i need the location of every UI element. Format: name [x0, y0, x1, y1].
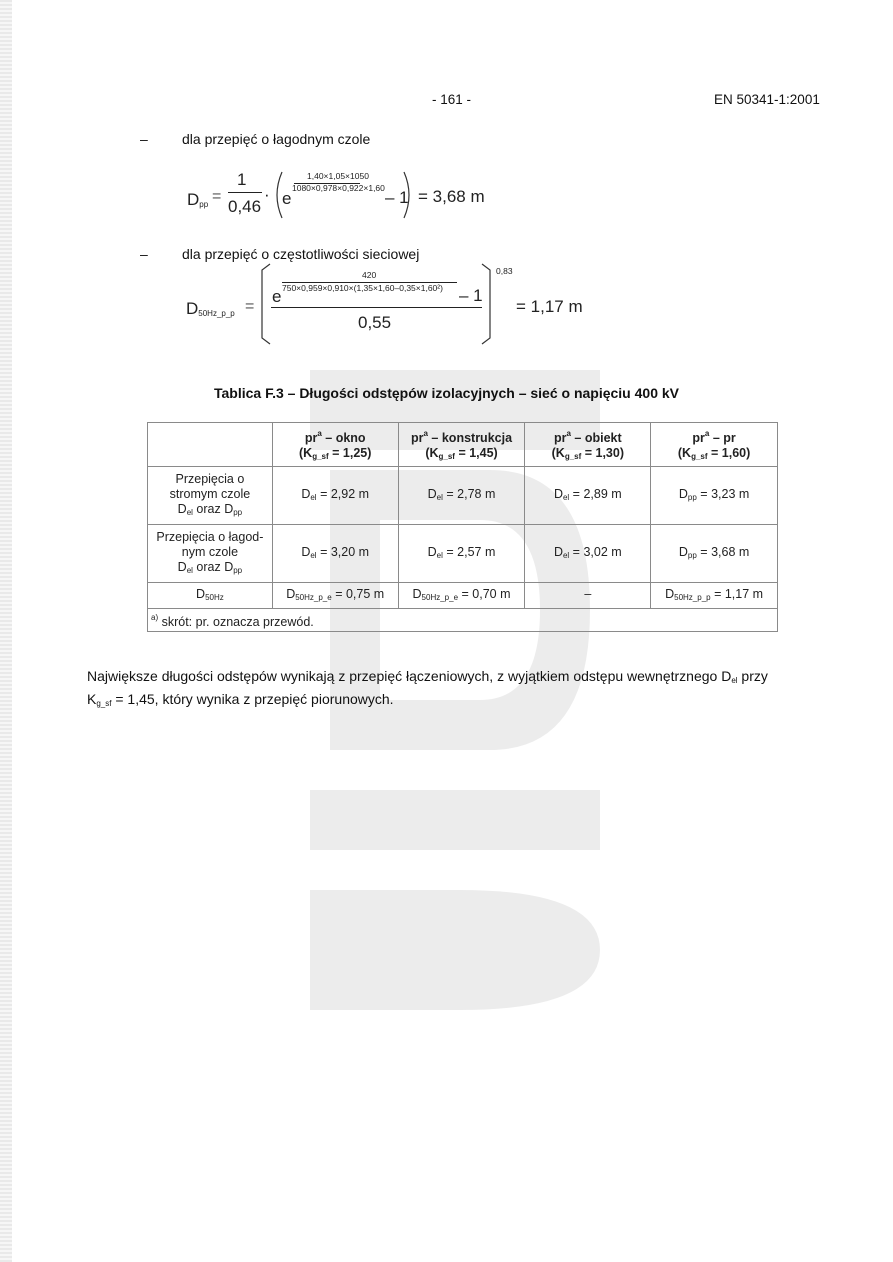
bullet-2: –: [140, 246, 148, 262]
eq1-exp-num: 1,40×1,05×1050: [307, 171, 369, 181]
eq2-right-paren: [480, 262, 494, 346]
scan-edge: [0, 0, 12, 1262]
section2-text: dla przepięć o częstotliwości sieciowej: [182, 246, 420, 262]
table-header-cell: $pr^a$ – obiekt $(K_{g\_sf} = 1,30)$: [525, 423, 651, 467]
table-cell: –: [525, 583, 651, 609]
standard-code: EN 50341-1:2001: [714, 92, 820, 107]
eq2-denominator: 0,55: [358, 313, 392, 332]
table-cell: $D_{pp} = 3,23$ m: [651, 467, 778, 525]
table-cell: $D_{el} = 2,89$ m: [525, 467, 651, 525]
eq2-left-paren: [258, 262, 272, 346]
eq1-exp-den: 1080×0,978×0,922×1,60: [292, 183, 385, 193]
eq2-minus-one: – 1: [459, 286, 483, 305]
section1-text: dla przepięć o łagodnym czole: [182, 131, 371, 147]
table-cell: $D_{el} = 2,57$ m: [398, 525, 525, 583]
table-cell: $D_{50Hz\_p\_e} = 0,75$ m: [272, 583, 398, 609]
row-label: Przepięcia o łagod- nym czole $D_{el}$ oraz $D_{pp}$: [148, 525, 273, 583]
table-header-cell: $pr^a$ – konstrukcja $(K_{g\_sf} = 1,45)$: [398, 423, 525, 467]
clearance-table: [147, 422, 778, 632]
eq1-symbol-sub: pp: [199, 200, 209, 209]
table-cell: $D_{el} = 2,78$ m: [398, 467, 525, 525]
eq1-right-paren: [402, 170, 416, 220]
table-header-row: [148, 423, 778, 467]
table-header-cell: $pr^a$ – pr $(K_{g\_sf} = 1,60)$: [651, 423, 778, 467]
eq2-result: = 1,17 m: [516, 297, 583, 316]
eq2-equals: =: [245, 298, 255, 315]
table-header-cell: $pr^a$ – okno $(K_{g\_sf} = 1,25)$: [272, 423, 398, 467]
eq2-power: 0,83: [496, 266, 513, 276]
eq1-result: = 3,68 m: [418, 187, 485, 206]
eq2-exp-num: 420: [362, 270, 377, 280]
bullet-1: –: [140, 131, 148, 147]
eq2-exp-den: 750×0,959×0,910×(1,35×1,60–0,35×1,60²): [282, 283, 443, 293]
table-row: [148, 583, 778, 609]
table-row: [148, 467, 778, 525]
table-cell: $D_{50Hz\_p\_e} = 0,70$ m: [398, 583, 525, 609]
table-cell: $D_{50Hz\_p\_p} = 1,17$ m: [651, 583, 778, 609]
table-cell: $D_{pp} = 3,68$ m: [651, 525, 778, 583]
eq1-numerator: 1: [237, 170, 247, 189]
table-cell: $D_{el} = 2,92$ m: [272, 467, 398, 525]
table-corner-cell: [148, 423, 273, 467]
eq1-dot: ·: [264, 185, 270, 204]
eq1-minus-one: – 1: [385, 188, 409, 207]
table-row: [148, 525, 778, 583]
eq2-symbol: D: [186, 299, 199, 318]
table-caption: Tablica F.3 – Długości odstępów izolacyjnych – sieć o napięciu 400 kV: [213, 385, 679, 401]
eq1-equals: =: [212, 188, 222, 205]
table-cell: $D_{el} = 3,20$ m: [272, 525, 398, 583]
body-paragraph: Największe długości odstępów wynikają z przepięć łączeniowych, z wyjątkiem odstępu wewnętrznego $D_{el}$ przy $K_{g\_sf} = 1,45$, który wynika z przepięć piorunowych.: [87, 668, 768, 708]
table-footnote: $^{a)}$ skrót: pr. oznacza przewód.: [148, 609, 778, 632]
eq2-e: e: [272, 287, 282, 306]
eq1-e: e: [282, 189, 292, 208]
eq1-denominator: 0,46: [228, 197, 262, 216]
table-footnote-row: [148, 609, 778, 632]
row-label: Przepięcia o stromym czole $D_{el}$ oraz $D_{pp}$: [148, 467, 273, 525]
row-label: $D_{50Hz}$: [148, 583, 273, 609]
eq2-symbol-sub: 50Hz_p_p: [198, 309, 235, 318]
eq1-symbol: D: [187, 190, 200, 209]
table-cell: $D_{el} = 3,02$ m: [525, 525, 651, 583]
page-number: - 161 -: [432, 92, 472, 107]
